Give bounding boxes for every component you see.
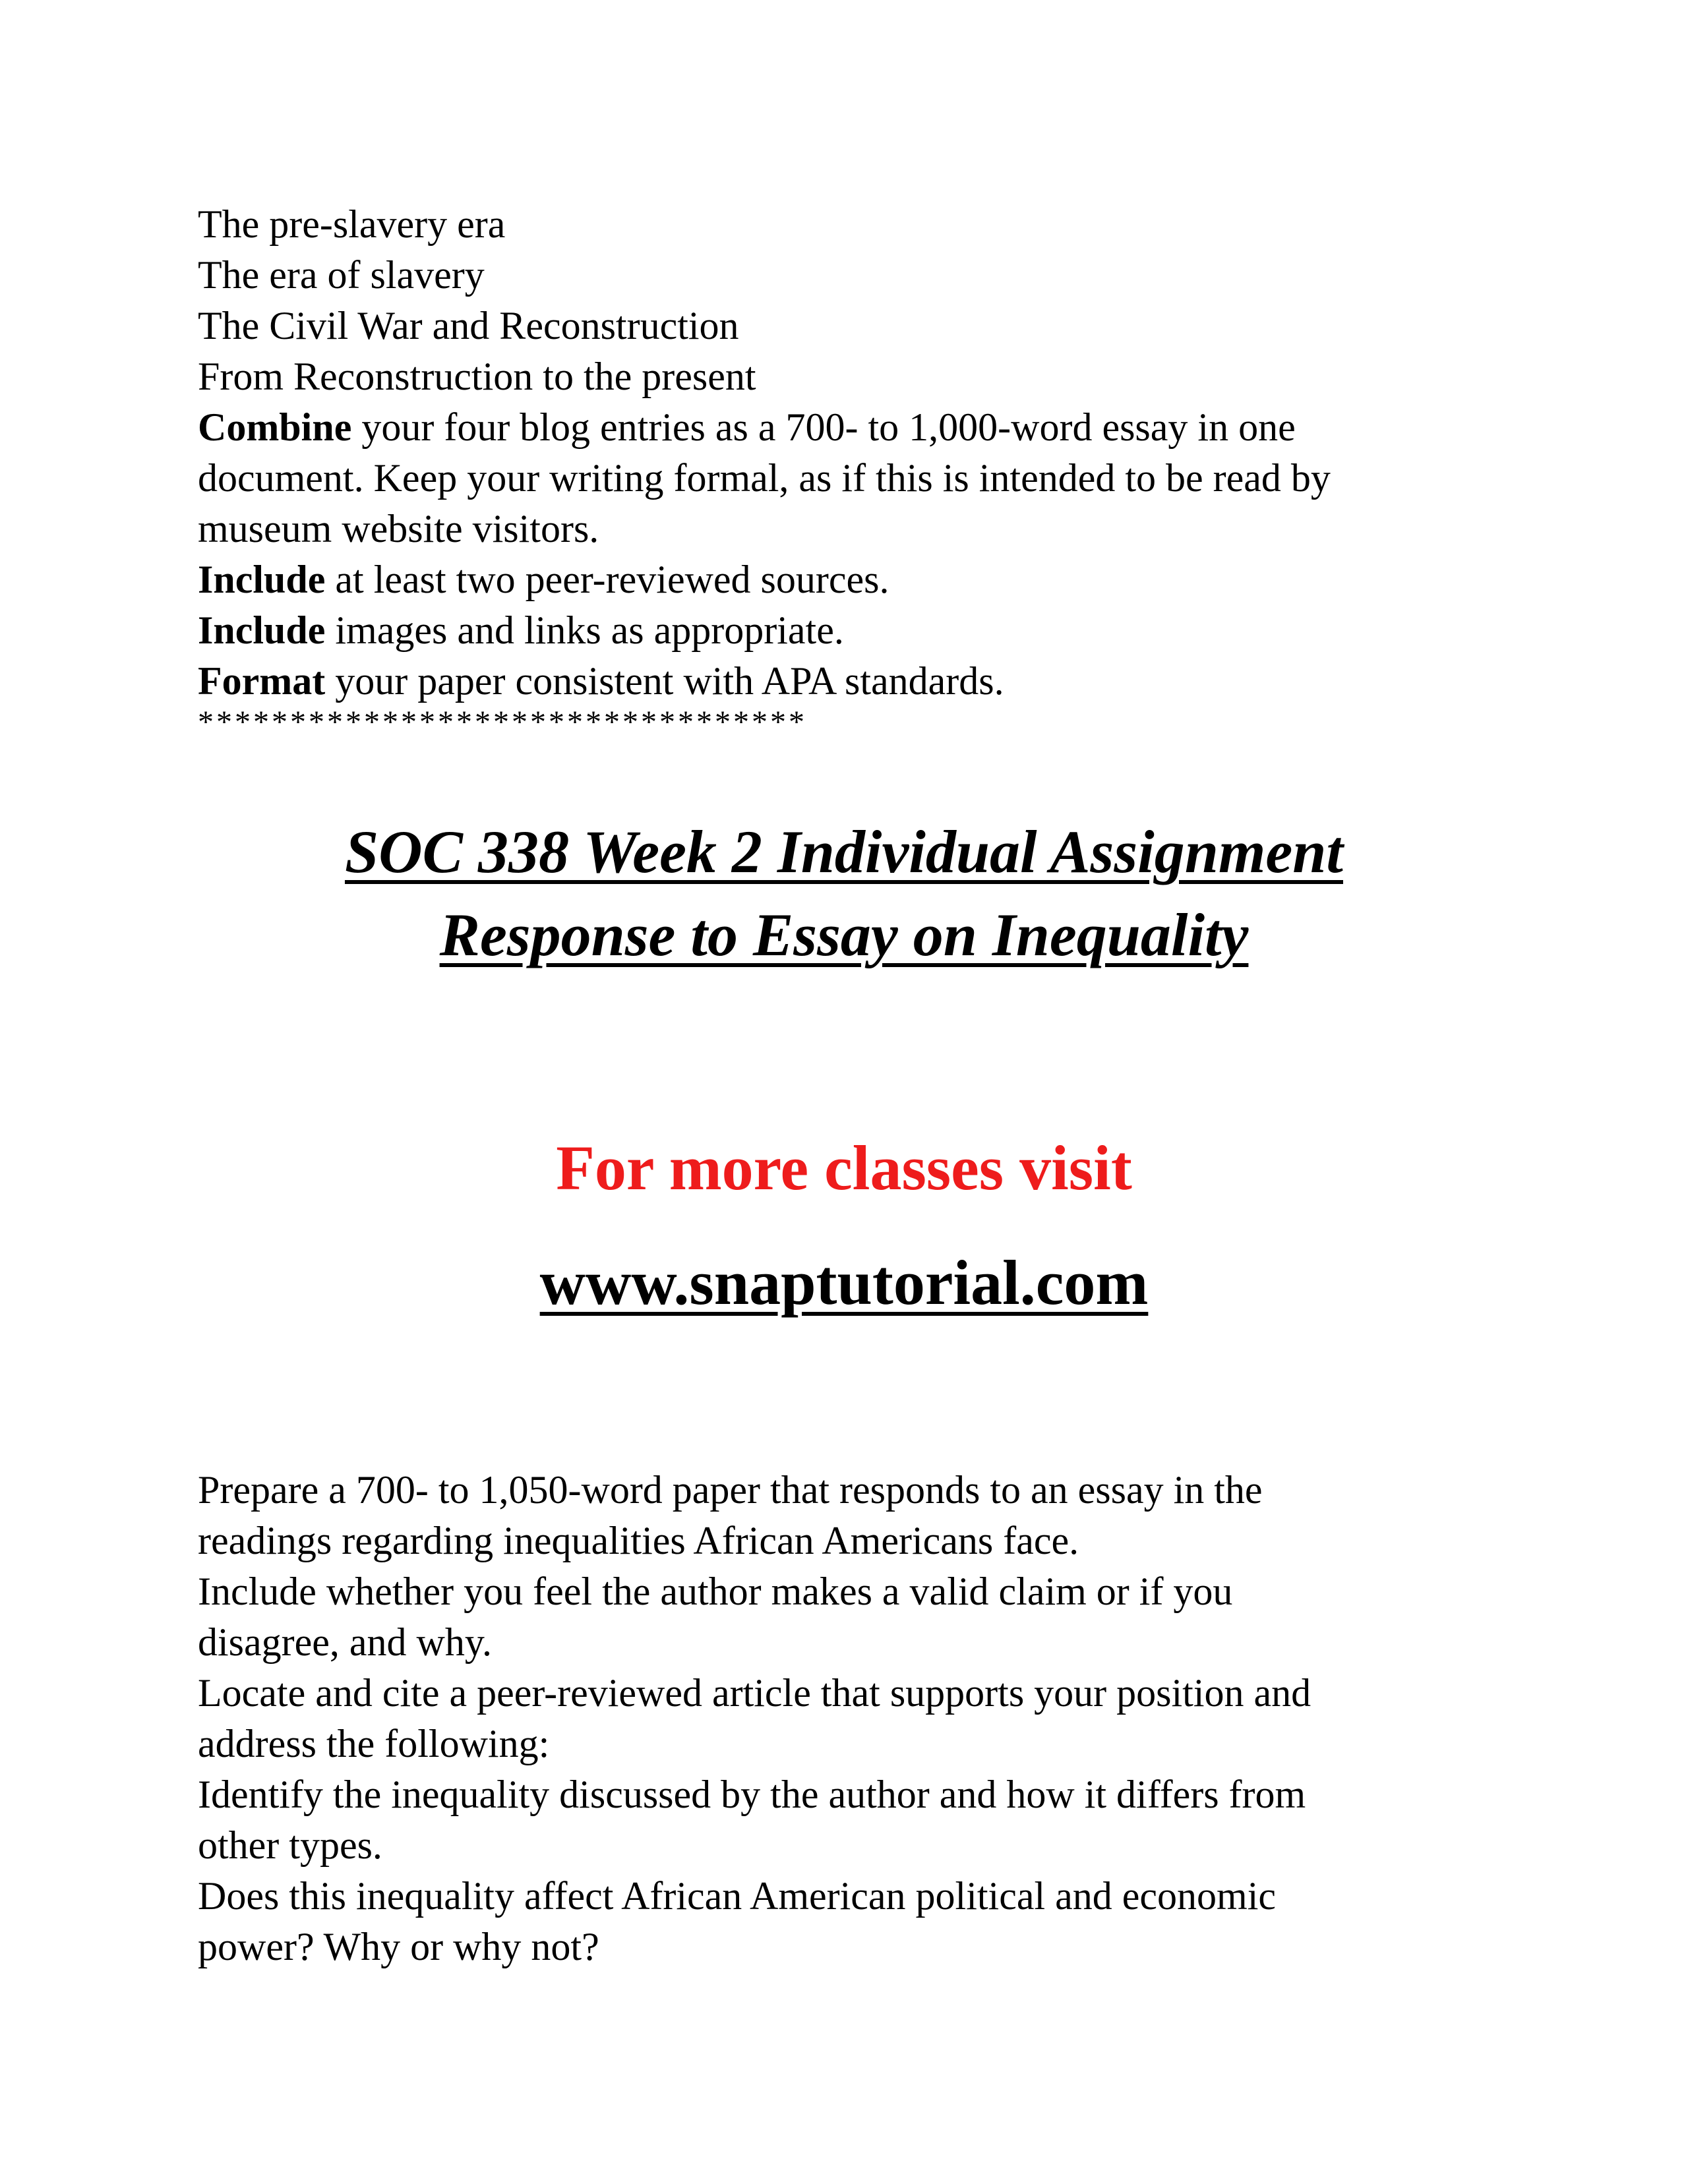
website-link[interactable]: www.snaptutorial.com <box>539 1247 1149 1318</box>
assignment-instructions <box>198 1465 1490 1972</box>
combine-instruction-line-2: document. Keep your writing formal, as if this is intended to be read by <box>198 456 1331 500</box>
combine-instruction-line-1 <box>198 402 1490 453</box>
promo-text: For more classes visit <box>556 1133 1132 1203</box>
list-item-era-4: From Reconstruction to the present <box>198 355 756 398</box>
combine-instruction-line-3: museum website visitors. <box>198 507 599 550</box>
include-sources-instruction <box>198 554 1490 605</box>
instruction-line-5: Locate and cite a peer-reviewed article that supports your position and <box>198 1671 1311 1715</box>
combine-keyword: Combine <box>198 405 352 449</box>
instruction-line-6: address the following: <box>198 1722 550 1765</box>
instruction-line-8: other types. <box>198 1823 382 1867</box>
include-keyword: Include <box>198 558 326 601</box>
include-keyword-2: Include <box>198 608 326 652</box>
instruction-line-1: Prepare a 700- to 1,050-word paper that responds to an essay in the <box>198 1468 1263 1512</box>
list-item-era-3: The Civil War and Reconstruction <box>198 304 739 347</box>
assignment-details <box>198 199 1490 707</box>
instruction-line-7: Identify the inequality discussed by the author and how it differs from <box>198 1773 1306 1816</box>
instruction-line-4: disagree, and why. <box>198 1620 492 1664</box>
assignment-subtitle: Response to Essay on Inequality <box>439 901 1249 968</box>
asterisk-separator: ********************************* <box>198 705 807 740</box>
include-sources-text: at least two peer-reviewed sources. <box>325 558 889 601</box>
list-item-era-2: The era of slavery <box>198 253 485 297</box>
include-images-text: images and links as appropriate. <box>325 608 844 652</box>
list-item-era-1: The pre-slavery era <box>198 202 506 246</box>
instruction-line-9: Does this inequality affect African American political and economic <box>198 1874 1276 1918</box>
include-images-instruction <box>198 605 1490 656</box>
instruction-line-2: readings regarding inequalities African Americans face. <box>198 1519 1079 1562</box>
instruction-line-10: power? Why or why not? <box>198 1925 599 1968</box>
format-instruction <box>198 656 1490 707</box>
format-keyword: Format <box>198 659 326 703</box>
combine-text-1: your four blog entries as a 700- to 1,000-word essay in one <box>351 405 1296 449</box>
instruction-line-3: Include whether you feel the author makes a valid claim or if you <box>198 1570 1233 1613</box>
assignment-title: SOC 338 Week 2 Individual Assignment <box>344 818 1343 885</box>
format-text: your paper consistent with APA standards. <box>325 659 1004 703</box>
